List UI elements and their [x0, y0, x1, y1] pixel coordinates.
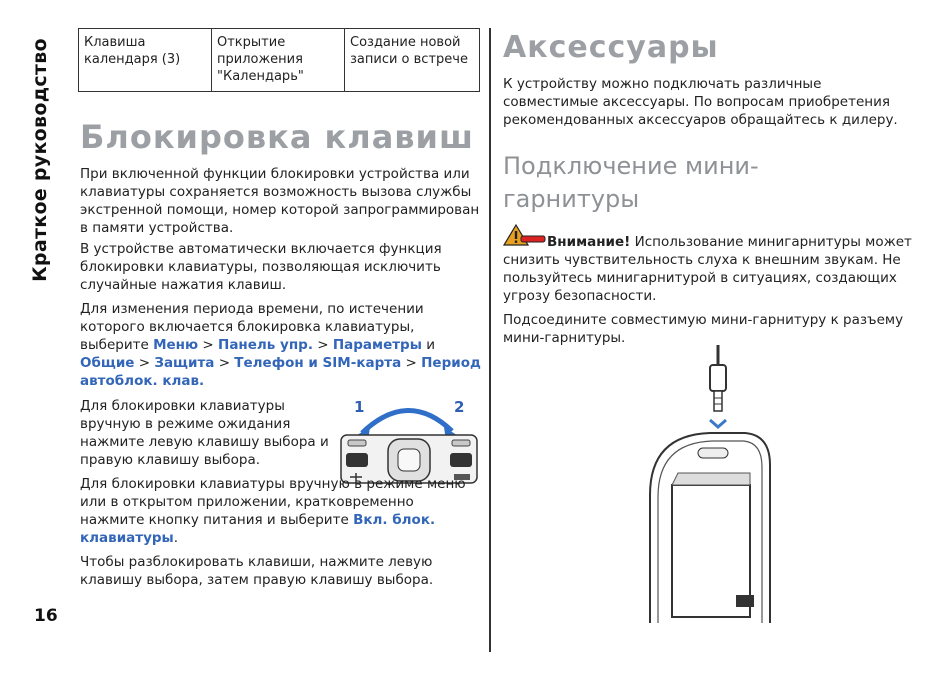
menu-link[interactable]: Параметры: [332, 337, 422, 353]
menu-link[interactable]: Период автоблок. клав.: [80, 355, 481, 389]
left-soft-key: [348, 440, 366, 446]
headset-connection-illustration: [640, 345, 770, 623]
warning-label: Внимание!: [547, 234, 631, 250]
section-heading-keylock: Блокировка клавиш: [80, 118, 474, 156]
table-row: [79, 29, 480, 92]
chapter-title-vertical: [29, 30, 51, 290]
paragraph: В устройстве автоматически включается функция блокировки клавиатуры, позволяющая исключить случайные нажатия клавиш.: [80, 241, 442, 293]
headset-plug-icon: [710, 365, 726, 391]
menu-link[interactable]: Общие: [80, 355, 135, 371]
warning-paragraph: Внимание! Использование минигарнитуры может снизить чувствительность слуха к внешним звукам. Не пользуйтесь минигарнитурой в ситуациях, создающих угрозу безопасности.: [503, 234, 912, 304]
paragraph: Подсоедините совместимую мини-гарнитуру к разъему мини-гарнитуры.: [503, 312, 904, 346]
table-cell: Создание новой записи о встрече: [345, 29, 480, 92]
chapter-title-text: Краткое руководство: [29, 38, 51, 282]
paragraph-menu-lock: Для блокировки клавиатуры вручную в режиме меню или в открытом приложении, кратковременно нажмите кнопку питания и выберите Вкл. блок. клавиатуры.: [80, 476, 466, 546]
paragraph: Для блокировки клавиатуры вручную в режиме ожидания нажмите левую клавишу выбора и правую клавишу выбора.: [80, 398, 329, 468]
table-cell: Клавиша календаря (3): [79, 29, 212, 92]
clear-key-icon: [450, 453, 472, 467]
step-1-label: 1: [354, 398, 365, 416]
paragraph-menu-path: Для изменения периода времени, по истечении которого включается блокировка клавиатуры, выберите Меню > Панель упр. > Параметры и Общие > Защита > Телефон и SIM-карта > Период автоблок. клав.: [80, 301, 481, 389]
menu-link[interactable]: Телефон и SIM-карта: [234, 355, 402, 371]
menu-link[interactable]: Защита: [154, 355, 215, 371]
step-2-label: 2: [454, 398, 465, 416]
subsection-heading: Подключение мини-гарнитуры: [503, 152, 759, 213]
paragraph: При включенной функции блокировки устройства или клавиатуры сохраняется возможность вызова службы экстренной помощи, номер которой запрограммирован в памяти устройства.: [80, 166, 480, 236]
connect-arrow-icon: [710, 420, 726, 427]
table-cell: Открытие приложения "Календарь": [212, 29, 345, 92]
right-soft-key: [452, 440, 470, 446]
paragraph: Чтобы разблокировать клавиши, нажмите левую клавишу выбора, затем правую клавишу выбора.: [80, 554, 434, 588]
earpiece: [698, 448, 728, 458]
page-number: 16: [34, 606, 58, 626]
column-divider: [489, 28, 491, 652]
keylock-option-link[interactable]: Вкл. блок. клавиатуры: [80, 512, 436, 546]
key-function-table: [78, 28, 480, 92]
home-key-icon: [346, 453, 368, 467]
center-key: [398, 449, 420, 471]
paragraph: К устройству можно подключать различные совместимые аксессуары. По вопросам приобретения рекомендованных аксессуаров обращайтесь к дилеру.: [503, 76, 898, 128]
menu-link[interactable]: Панель упр.: [218, 337, 313, 353]
plug-pin: [714, 391, 722, 411]
arrow-icon: [362, 410, 452, 433]
section-heading-accessories: Аксессуары: [503, 30, 719, 65]
phone-key: [736, 595, 754, 607]
menu-link[interactable]: Меню: [153, 337, 199, 353]
